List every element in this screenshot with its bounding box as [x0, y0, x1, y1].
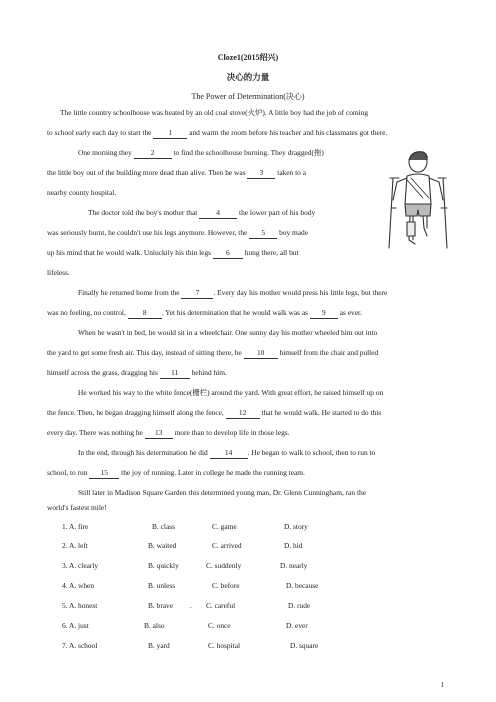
blank-14[interactable]: 14	[210, 448, 248, 459]
passage-line: was seriously burnt, he couldn't use his legs anymore. However, the 5 boy made	[47, 228, 309, 237]
passage-line: every day. There was nothing he 13 more than to develop life in those legs.	[47, 428, 290, 437]
passage-line: school, to run 15 the joy of running. Later in college he made the running team.	[47, 468, 305, 477]
option-c[interactable]: C. arrived	[212, 541, 242, 550]
passage-line: He worked his way to the white fence(栅栏) around the yard. With great effort, he raised himself up on	[78, 388, 384, 397]
english-title: The Power of Determination(决心)	[191, 92, 305, 101]
passage-line: nearby county hospital.	[47, 188, 117, 197]
blank-7[interactable]: 7	[181, 288, 213, 299]
option-a[interactable]: 5. A. honest	[62, 601, 98, 610]
chinese-title: 决心的力量	[226, 72, 270, 82]
blank-9[interactable]: 9	[310, 308, 338, 319]
option-a[interactable]: 6. A. just	[62, 621, 89, 630]
passage-line: himself across the grass, dragging his 11 behind him.	[47, 368, 227, 377]
option-a[interactable]: 3. A. clearly	[62, 561, 99, 570]
blank-11[interactable]: 11	[160, 368, 190, 379]
blank-8[interactable]: 8	[128, 308, 162, 319]
option-b[interactable]: B. quickly	[148, 561, 179, 570]
option-b[interactable]: B. class	[152, 522, 175, 531]
option-c[interactable]: C. game	[212, 522, 237, 531]
passage-line: Still later in Madison Square Garden this determined young man, Dr. Glenn Cunningham, ran the	[78, 488, 366, 497]
passage-line: the fence. Then, he began dragging himself along the fence, 12 that he would walk. He started to do this	[47, 408, 382, 417]
stray-dot: .	[190, 601, 192, 610]
option-a[interactable]: 4. A. when	[62, 581, 95, 590]
blank-2[interactable]: 2	[134, 148, 172, 159]
boy-on-crutches-illustration	[383, 148, 453, 252]
option-c[interactable]: C. careful	[206, 601, 236, 610]
passage-line: was no feeling, no control, 8 . Yet his determination that he would walk was as 9 as ever.	[47, 308, 362, 317]
passage-line: up his mind that he would walk. Unluckily his thin legs 6 hung there, all but	[47, 248, 299, 257]
option-b[interactable]: B. brave	[148, 601, 174, 610]
blank-4[interactable]: 4	[199, 208, 237, 219]
option-a[interactable]: 1. A. fire	[62, 522, 89, 531]
page-title: Cloze1(2015绍兴)	[217, 53, 279, 62]
blank-10[interactable]: 10	[244, 348, 278, 359]
option-b[interactable]: B. also	[144, 621, 165, 630]
option-d[interactable]: D. nearly	[280, 561, 308, 570]
passage-line: the yard to get some fresh air. This day, instead of sitting there, he 10 himself from the chair and pulled	[47, 348, 379, 357]
passage-line: The little country schoolhouse was heated by an old coal stove(火炉). A little boy had the job of coming	[60, 108, 369, 117]
option-c[interactable]: C. before	[212, 581, 240, 590]
option-a[interactable]: 2. A. left	[62, 541, 88, 550]
page-number: 1	[440, 681, 444, 689]
passage-line: the little boy out of the building more dead than alive. Then he was 3 taken to a	[47, 168, 306, 177]
option-c[interactable]: C. once	[208, 621, 231, 630]
passage-line: One morning they 2 to find the schoolhouse burning. They dragged(拖)	[78, 148, 324, 157]
option-d[interactable]: D. square	[290, 641, 319, 650]
option-d[interactable]: D. rude	[288, 601, 311, 610]
passage-line: world's fastest mile!	[47, 503, 107, 512]
passage-line: to school early each day to start the 1 and warm the room before his teacher and his classmates got there.	[47, 128, 388, 137]
passage-line: The doctor told the boy's mother that 4 the lower part of his body	[88, 208, 316, 217]
blank-13[interactable]: 13	[145, 428, 173, 439]
blank-1[interactable]: 1	[153, 128, 187, 139]
option-a[interactable]: 7. A. school	[62, 641, 98, 650]
passage-line: When he wasn't in bed, he would sit in a wheelchair. One sunny day his mother wheeled him out into	[78, 328, 378, 337]
option-b[interactable]: B. unless	[148, 581, 176, 590]
option-d[interactable]: D. story	[284, 522, 308, 531]
passage-line: Finally he returned home from the 7 . Every day his mother would press his little legs, but there	[78, 288, 388, 297]
blank-6[interactable]: 6	[213, 248, 243, 259]
passage-line: In the end, through his determination he did 14 . He began to walk to school, then to run to	[78, 448, 376, 457]
option-c[interactable]: C. hospital	[208, 641, 241, 650]
blank-5[interactable]: 5	[249, 228, 277, 239]
blank-15[interactable]: 15	[89, 468, 119, 479]
option-b[interactable]: B. waited	[148, 541, 177, 550]
blank-12[interactable]: 12	[226, 408, 260, 419]
blank-3[interactable]: 3	[247, 168, 275, 179]
option-d[interactable]: D. hid	[284, 541, 303, 550]
option-c[interactable]: C. suddenly	[206, 561, 242, 570]
passage-line: lifeless.	[47, 268, 70, 277]
option-b[interactable]: B. yard	[148, 641, 170, 650]
option-d[interactable]: D. ever	[286, 621, 308, 630]
option-d[interactable]: D. because	[286, 581, 319, 590]
